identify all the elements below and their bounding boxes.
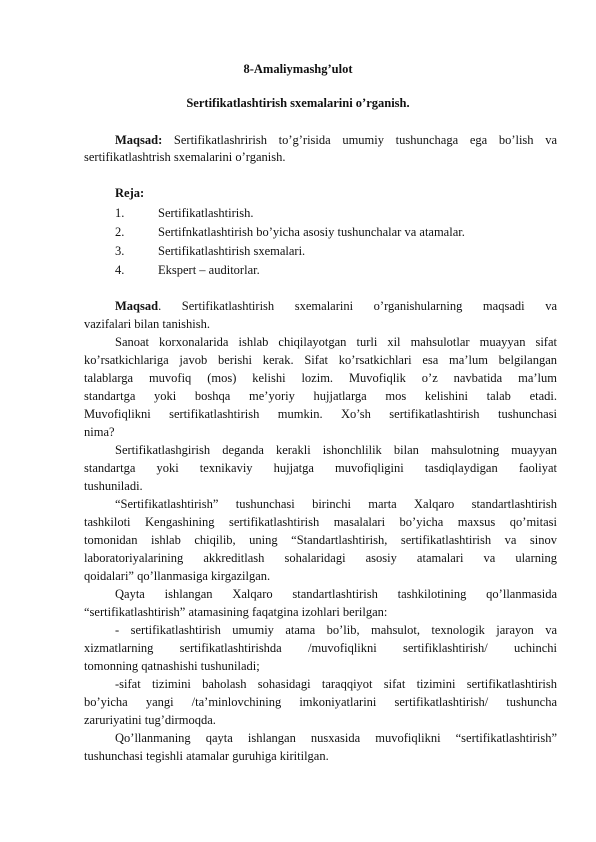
plan-item-number: 3. <box>115 244 125 258</box>
body-line: Qayta ishlangan Xalqaro standartlashtirish tashkilotining qo’llanmasida <box>115 587 557 601</box>
body-line: ko’rsatkichlariga javob berishi kerak. Sifat ko’rsatkichlari esa ma’lum belgilangan <box>84 353 557 367</box>
goal-text: Sertifikatlashrirish to’g’risida umumiy tushunchaga ega bo’lish va <box>173 133 558 147</box>
body-line: tomonidan ishlab chiqilib, uning “Standartlashtirish, sertifikatlashtirish va sinov <box>84 533 557 547</box>
body-line: standartga yoki boshqa me’yoriy hujjatlarga mos kelishini talab etadi. <box>84 389 557 403</box>
plan-item-number: 1. <box>115 206 125 220</box>
body-line: talablarga muvofiq (mos) kelishi lozim. Muvofiqlik o’z navbatida ma’lum <box>84 371 557 385</box>
body-line: Qo’llanmaning qayta ishlangan nusxasida muvofiqlikni “sertifikatlashtirish” <box>115 731 557 745</box>
page-title: 8-Amaliymashg’ulot <box>243 62 353 76</box>
body-line: zaruriyatini tug’dirmoqda. <box>84 713 216 727</box>
plan-item-text: Sertifikatlashtirish. <box>158 206 254 220</box>
goal-line-1 <box>115 133 557 148</box>
body-line: nima? <box>84 425 115 439</box>
goal-line-2: sertifikatlashtrish sxemalarini o’rganish. <box>84 150 286 164</box>
body-line: tushuniladi. <box>84 479 143 493</box>
plan-item-text: Sertifikatlashtirish sxemalari. <box>158 244 306 258</box>
goal-label: Maqsad: <box>115 133 163 147</box>
body-line: tomonning qatnashishi tushuniladi; <box>84 659 260 673</box>
page-subtitle: Sertifikatlashtirish sxemalarini o’rganish. <box>186 96 410 110</box>
plan-label: Reja: <box>115 186 145 200</box>
body-line: standartga yoki texnikaviy hujjatga muvofiqligini tasdiqlaydigan faoliyat <box>84 461 557 475</box>
plan-item-text: Sertifnkatlashtirish bo’yicha asosiy tushunchalar va atamalar. <box>158 225 465 239</box>
body-line: tushunchasi tegishli atamalar guruhiga kiritilgan. <box>84 749 329 763</box>
body-line: Muvofiqlikni sertifikatlashtirish mumkin. Xo’sh sertifikatlashtirish tushunchasi <box>84 407 557 421</box>
objective-label: Maqsad <box>115 299 159 313</box>
objective-line-2: vazifalari bilan tanishish. <box>84 317 211 331</box>
body-line: Sertifikatlashgirish deganda kerakli ishonchlilik bilan mahsulotning muayyan <box>115 443 557 457</box>
body-line: -sifat tizimini baholash sohasidagi taraqqiyot sifat tizimini sertifikatlashtirish <box>115 677 557 691</box>
body-line: - sertifikatlashtirish umumiy atama bo’lib, mahsulot, texnologik jarayon va <box>115 623 557 637</box>
plan-item-number: 2. <box>115 225 125 239</box>
body-line: tashkiloti Kengashining sertifikatlashtirish masalalari bo’yicha maxsus qo’mitasi <box>84 515 557 529</box>
body-line: “sertifikatlashtirish” atamasining faqatgina izohlari berilgan: <box>84 605 388 619</box>
plan-item-number: 4. <box>115 263 125 277</box>
body-line: qoidalari” qo’llanmasiga kirgazilgan. <box>84 569 271 583</box>
plan-item-text: Ekspert – auditorlar. <box>158 263 260 277</box>
body-line: xizmatlarning sertifikatlashtirishda /muvofiqlikni sertifiklashtirish/ uchinchi <box>84 641 557 655</box>
objective-text: . Sertifikatlashtirish sxemalarini o’rganishularning maqsadi va <box>158 299 557 313</box>
objective-line-1 <box>115 299 557 314</box>
body-line: laboratoriyalarining akkreditlash sohalaridagi asosiy atamalari va ularning <box>84 551 557 565</box>
body-line: Sanoat korxonalarida ishlab chiqilayotgan turli xil mahsulotlar muayyan sifat <box>115 335 557 349</box>
body-line: bo’yicha yangi /ta’minlovchining imkoniyatlarini sertifikatlashtirish/ tushuncha <box>84 695 557 709</box>
body-line: “Sertifikatlashtirish” tushunchasi birinchi marta Xalqaro standartlashtirish <box>115 497 557 511</box>
